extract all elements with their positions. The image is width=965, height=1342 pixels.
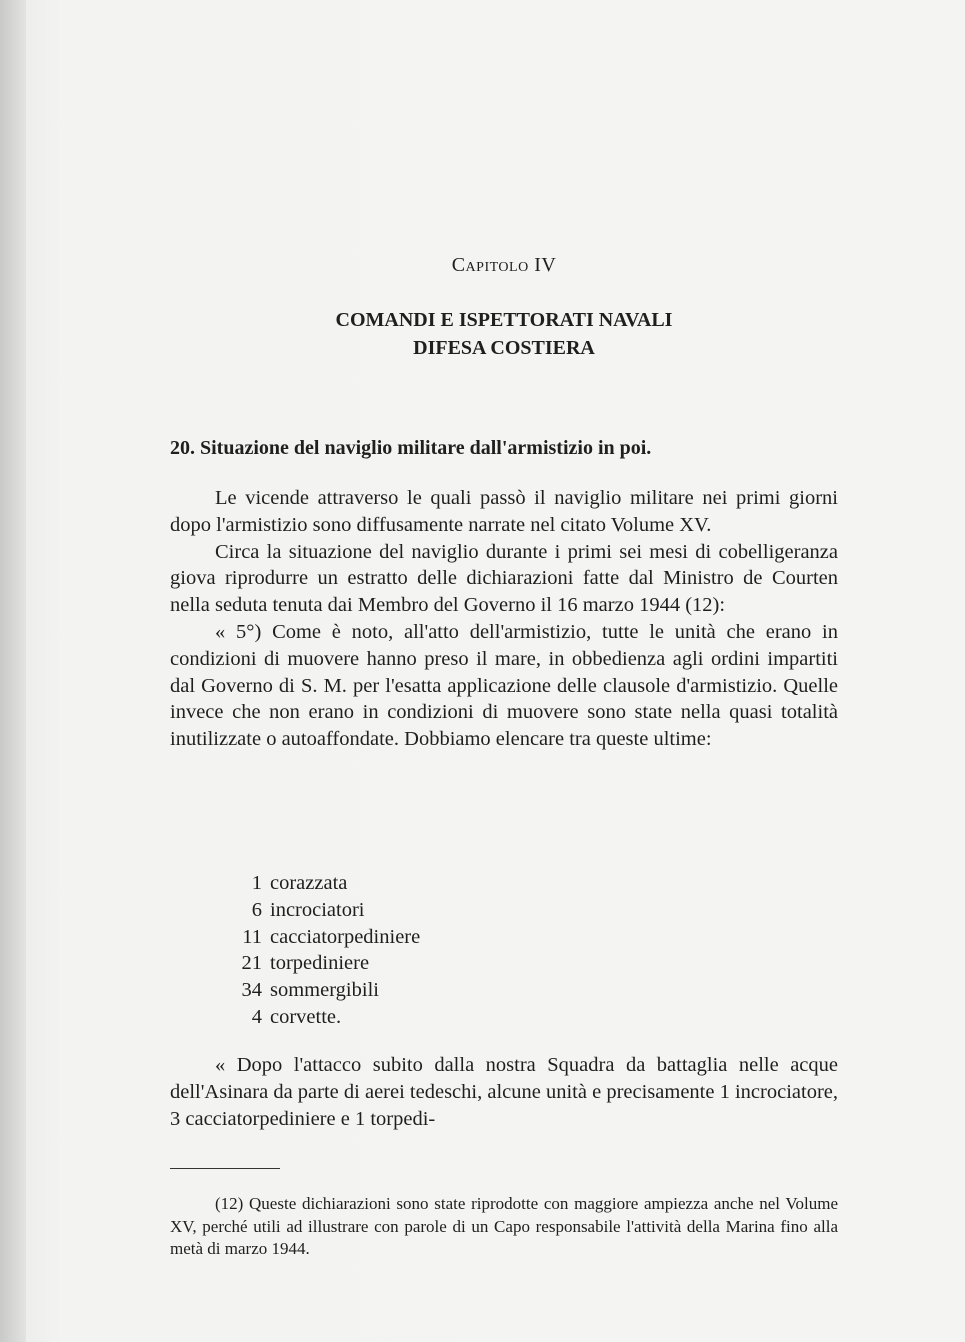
- body-text-continued: [170, 1052, 838, 1132]
- paragraph: Circa la situazione del naviglio durante i primi sei mesi di cobelligeranza giova riprodurre un estratto delle dichiarazioni fatte dal Ministro de Courten nella seduta tenuta dai Membro del Governo il 16 marzo 1944 (12):: [170, 540, 838, 617]
- ship-type: incrociatori: [270, 898, 365, 921]
- paragraph: Le vicende attraverso le quali passò il naviglio militare nei primi giorni dopo l'armistizio sono diffusamente narrate nel citato Volume XV.: [170, 487, 838, 536]
- ship-count: 4: [251, 1005, 262, 1028]
- footnote-divider: [170, 1168, 280, 1169]
- ship-list: [236, 870, 420, 1031]
- list-item: [236, 897, 420, 924]
- list-item: [236, 870, 420, 897]
- ship-count: 34: [241, 979, 262, 1002]
- ship-count: 21: [241, 952, 262, 975]
- list-item: [236, 924, 420, 951]
- ship-type: cacciatorpediniere: [270, 925, 421, 948]
- footnote: [170, 1193, 838, 1261]
- chapter-word: Capitolo: [451, 254, 529, 276]
- chapter-title: [170, 306, 838, 362]
- ship-count: 1: [251, 872, 262, 894]
- section-heading: 20. Situazione del naviglio militare dall'armistizio in poi.: [170, 437, 652, 459]
- chapter-label: [170, 252, 838, 278]
- paragraph: « 5°) Come è noto, all'atto dell'armistizio, tutte le unità che erano in condizioni di muovere hanno preso il mare, in obbedienza agli ordini impartiti dal Governo di S. M. per l'esatta applicazione delle clausole d'armistizio. Quelle invece che non erano in condizioni di muovere sono state nella quasi totalità inutilizzate o autoaffondate. Dobbiamo elencare tra queste ultime:: [170, 620, 838, 751]
- ship-type: corazzata: [270, 872, 348, 894]
- ship-type: corvette.: [270, 1005, 342, 1028]
- paragraph: « Dopo l'attacco subito dalla nostra Squadra da battaglia nelle acque dell'Asinara da parte di aerei tedeschi, alcune unità e precisamente 1 incrociatore, 3 cacciatorpediniere e 1 torpedi-: [170, 1054, 838, 1130]
- footnote-text: (12) Queste dichiarazioni sono state riprodotte con maggiore ampiezza anche nel Volume XV, perché utili ad illustrare con parole di un Capo responsabile l'attività della Marina fino alla metà di marzo 1944.: [170, 1194, 838, 1258]
- ship-count: 6: [251, 898, 262, 921]
- chapter-number: IV: [534, 254, 557, 276]
- ship-type: torpediniere: [270, 952, 370, 975]
- ship-type: sommergibili: [270, 979, 379, 1002]
- chapter-title-line-1: COMANDI E ISPETTORATI NAVALI: [335, 309, 673, 331]
- ship-count: 11: [242, 925, 262, 948]
- list-item: [236, 977, 420, 1004]
- list-item: [236, 950, 420, 977]
- chapter-title-line-2: DIFESA COSTIERA: [413, 337, 595, 359]
- list-item: [236, 1004, 420, 1031]
- body-text: [170, 485, 838, 753]
- page-spine-shadow: [0, 0, 26, 1342]
